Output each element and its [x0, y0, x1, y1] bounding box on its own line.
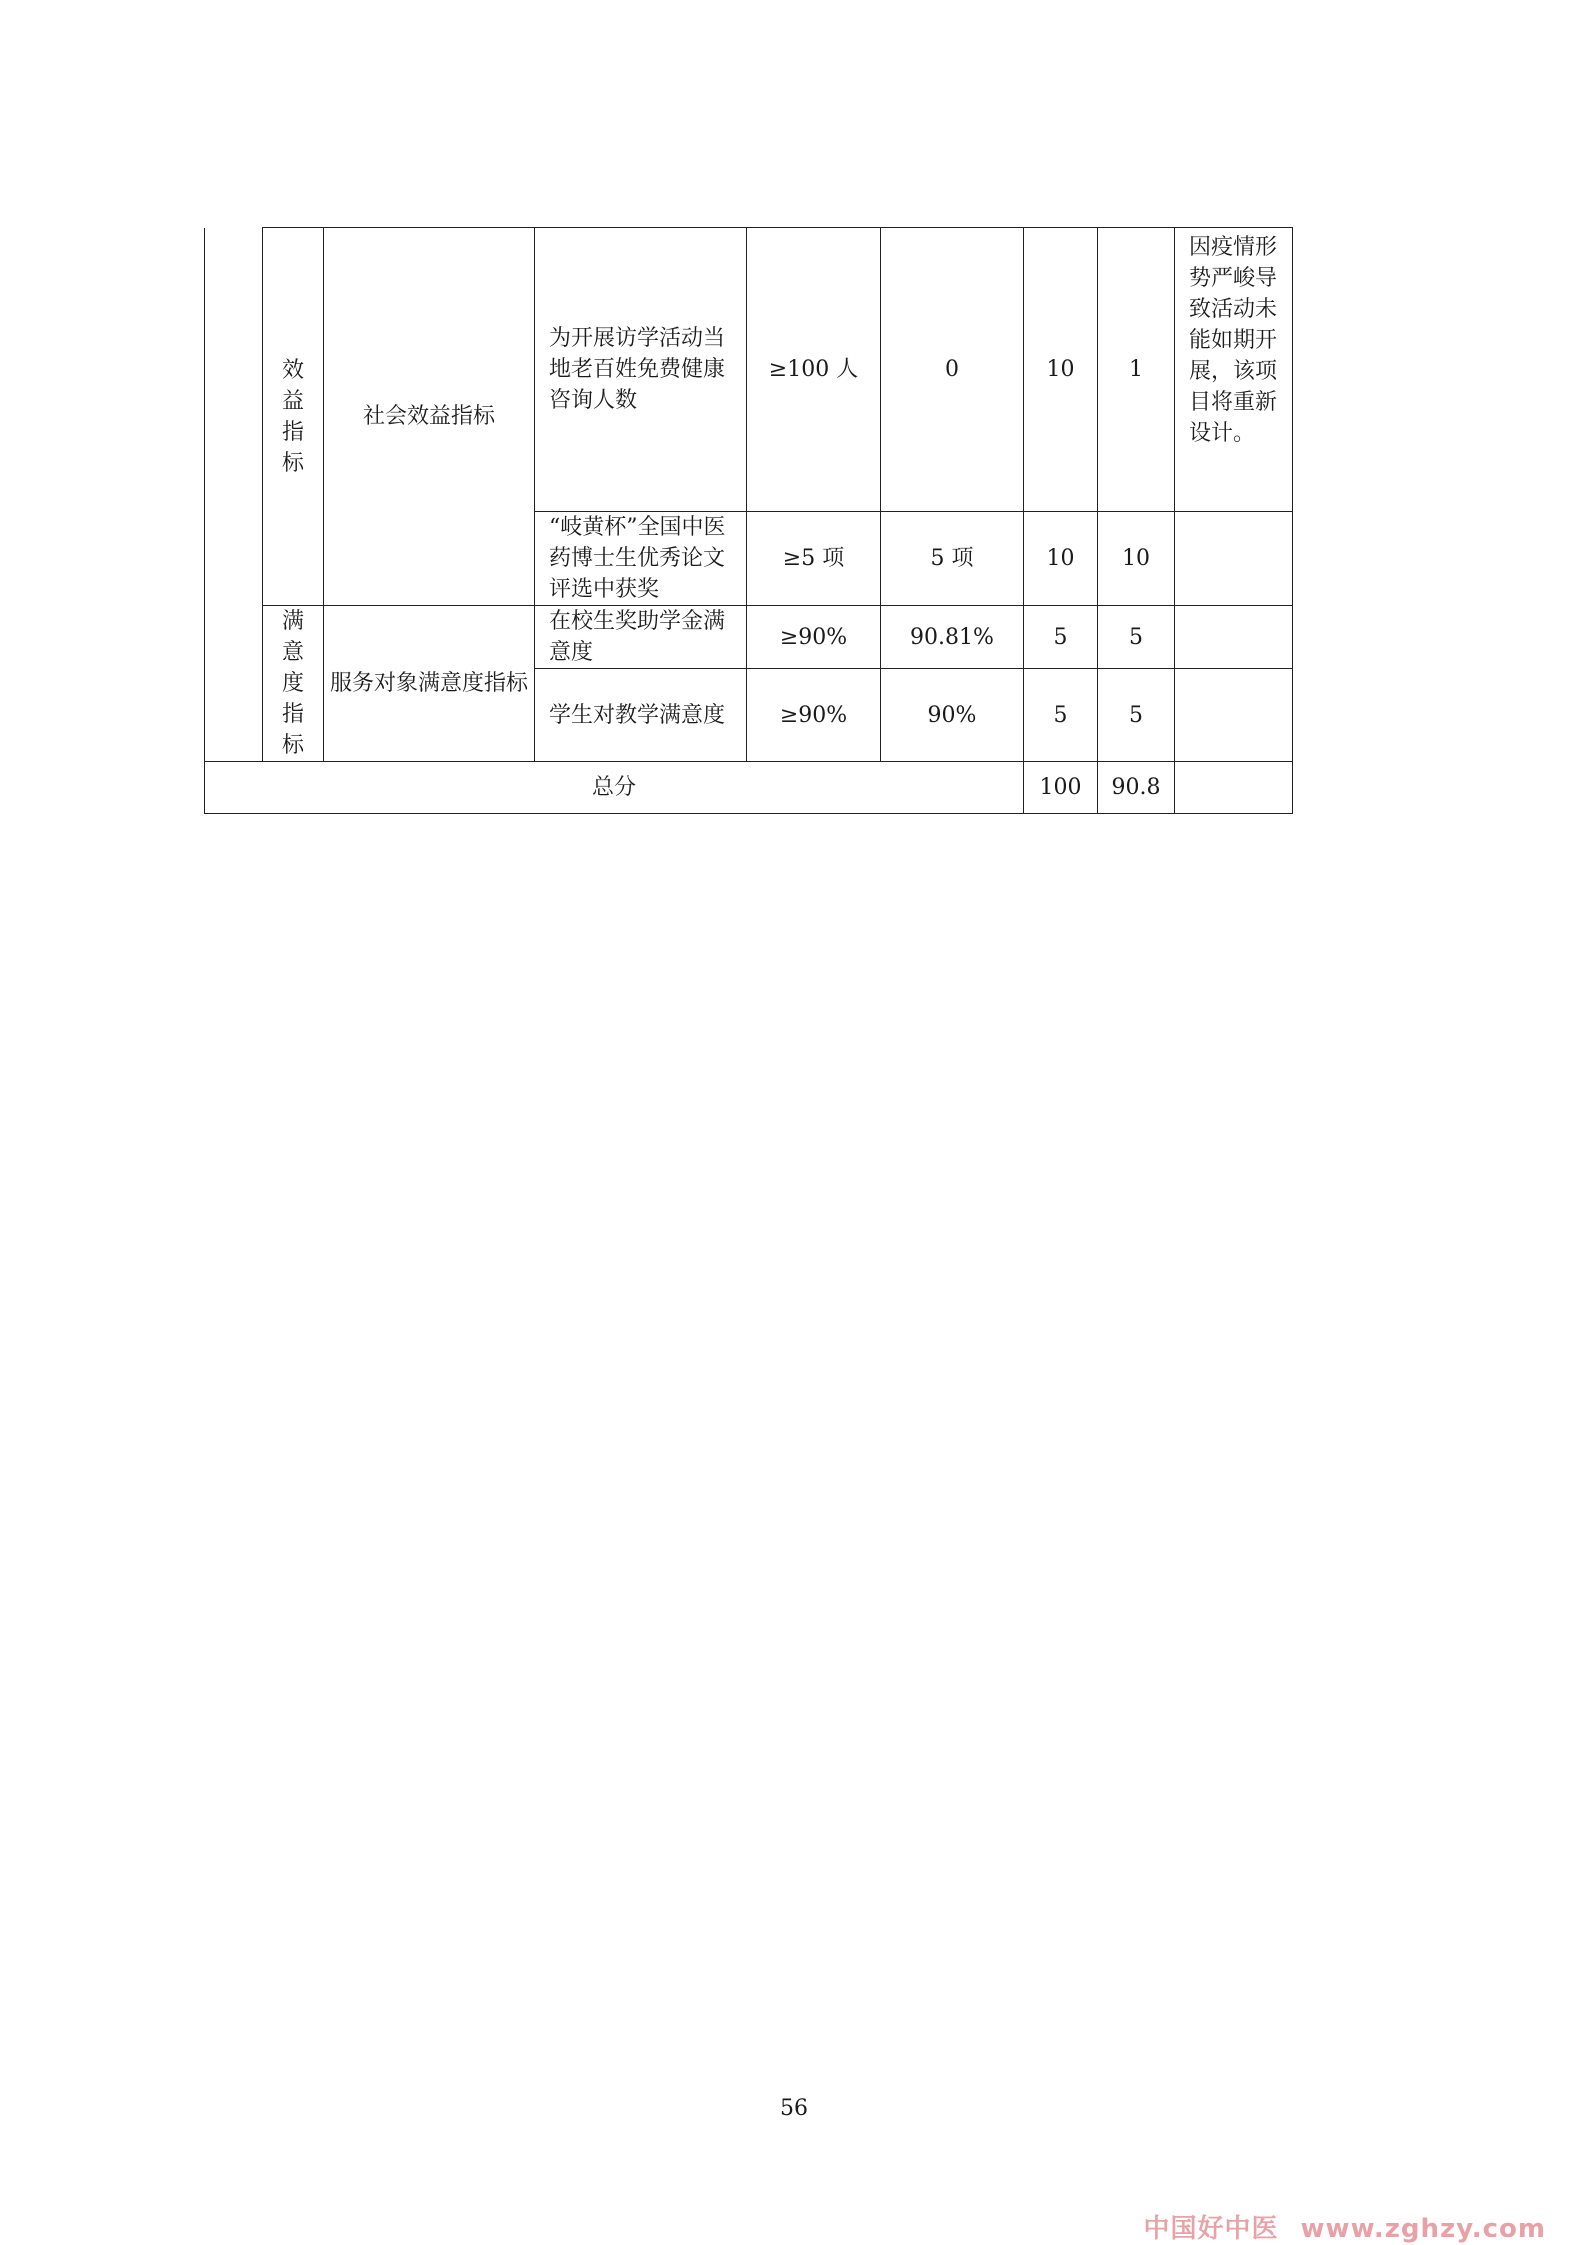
indicator-cell: 在校生奖助学金满意度: [535, 606, 747, 669]
group-cell: 满意度指标: [263, 606, 324, 762]
outer-category-cell: [205, 228, 263, 762]
category-cell: 社会效益指标: [324, 228, 535, 606]
actual-cell: 90.81%: [881, 606, 1024, 669]
group-cell: 效益指标: [263, 228, 324, 606]
note-cell: [1175, 512, 1293, 606]
actual-cell: 5 项: [881, 512, 1024, 606]
total-row: [205, 762, 1293, 814]
target-cell: ≥90%: [747, 606, 881, 669]
note-cell: 因疫情形势严峻导致活动未能如期开展，该项目将重新设计。: [1175, 228, 1293, 512]
table-row: [205, 606, 1293, 669]
indicator-cell: “岐黄杯”全国中医药博士生优秀论文评选中获奖: [535, 512, 747, 606]
watermark-url: www.zghzy.com: [1300, 2214, 1546, 2244]
category-cell: 服务对象满意度指标: [324, 606, 535, 762]
score-cell: 1: [1098, 228, 1175, 512]
total-score: 90.8: [1098, 762, 1175, 814]
watermark-site-name: 中国好中医: [1143, 2214, 1279, 2244]
note-cell: [1175, 669, 1293, 762]
target-cell: ≥100 人: [747, 228, 881, 512]
score-cell: 10: [1098, 512, 1175, 606]
total-note: [1175, 762, 1293, 814]
weight-cell: 5: [1024, 606, 1098, 669]
indicator-cell: 学生对教学满意度: [535, 669, 747, 762]
note-cell: [1175, 606, 1293, 669]
target-cell: ≥90%: [747, 669, 881, 762]
actual-cell: 90%: [881, 669, 1024, 762]
score-cell: 5: [1098, 606, 1175, 669]
total-label: 总分: [205, 762, 1024, 814]
weight-cell: 5: [1024, 669, 1098, 762]
indicator-cell: 为开展访学活动当地老百姓免费健康咨询人数: [535, 228, 747, 512]
weight-cell: 10: [1024, 512, 1098, 606]
table-row: [205, 228, 1293, 512]
actual-cell: 0: [881, 228, 1024, 512]
score-cell: 5: [1098, 669, 1175, 762]
total-weight: 100: [1024, 762, 1098, 814]
performance-table: [204, 227, 1293, 814]
weight-cell: 10: [1024, 228, 1098, 512]
page-number: 56: [780, 2096, 808, 2121]
target-cell: ≥5 项: [747, 512, 881, 606]
watermark: [1144, 2208, 1568, 2245]
